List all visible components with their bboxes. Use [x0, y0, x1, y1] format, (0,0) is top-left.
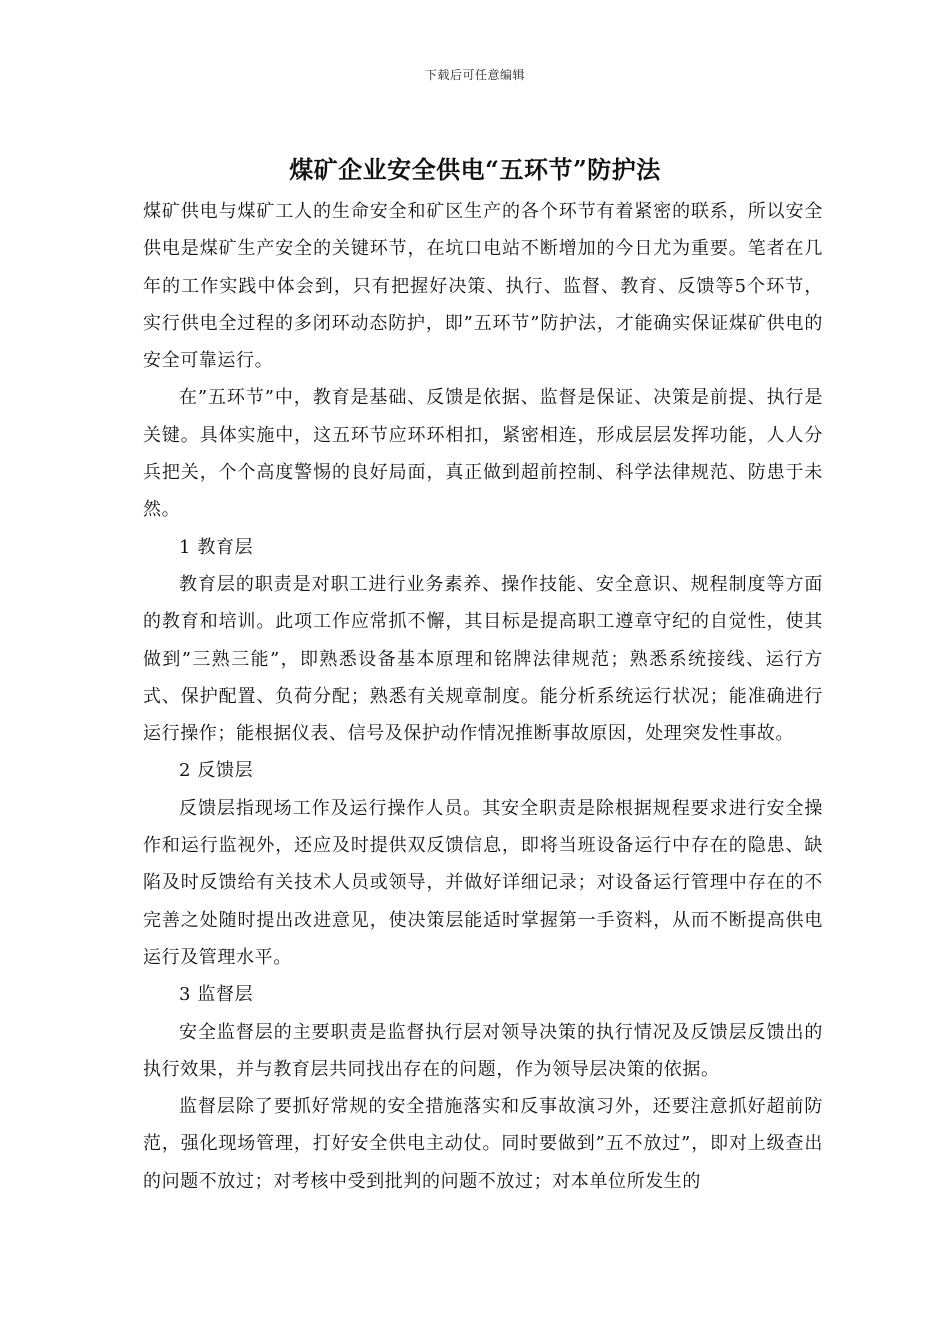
paragraph-intro: 煤矿供电与煤矿工人的生命安全和矿区生产的各个环节有着紧密的联系，所以安全供电是煤矿生产安全的关键环节，在坑口电站不断增加的今日尤为重要。笔者在几年的工作实践中体会到，只有把握好决策、执行、监督、教育、反馈等5个环节，实行供电全过程的多闭环动态防护，即”五环节”防护法，才能确实保证煤矿供电的安全可靠运行。 [143, 201, 823, 372]
document-title: 煤矿企业安全供电“五环节”防护法 [289, 155, 661, 184]
paragraph-education: 教育层的职责是对职工进行业务素养、操作技能、安全意识、规程制度等方面的教育和培训。此项工作应常抓不懈，其目标是提高职工遵章守纪的自觉性，使其做到”三熟三能”，即熟悉设备基本原理和铭牌法律规范；熟悉系统接线、运行方式、保护配置、负荷分配；熟悉有关规章制度。能分析系统运行状况；能准确进行运行操作；能根据仪表、信号及保护动作情况推断事故原因，处理突发性事故。 [143, 573, 823, 745]
paragraph-feedback: 反馈层指现场工作及运行操作人员。其安全职责是除根据规程要求进行安全操作和运行监视外，还应及时提供双反馈信息，即将当班设备运行中存在的隐患、缺陷及时反馈给有关技术人员或领导，并做好详细记录；对设备运行管理中存在的不完善之处随时提出改进意见，使决策层能适时掌握第一手资料，从而不断提高供电运行及管理水平。 [143, 797, 823, 968]
paragraph-supervision-2: 监督层除了要抓好常规的安全措施落实和反事故演习外，还要注意抓好超前防范，强化现场管理，打好安全供电主动仗。同时要做到”五不放过”，即对上级查出的问题不放过；对考核中受到批判的问题不放过；对本单位所发生的 [143, 1096, 823, 1192]
header-note: 下载后可任意编辑 [424, 68, 525, 82]
section-heading-education: 1 教育层 [179, 536, 254, 558]
paragraph-supervision-1: 安全监督层的主要职责是监督执行层对领导决策的执行情况及反馈层反馈出的执行效果，并与教育层共同找出存在的问题，作为领导层决策的依据。 [143, 1021, 823, 1080]
document-body [143, 193, 823, 1200]
section-heading-feedback: 2 反馈层 [179, 760, 254, 782]
paragraph-overview: 在”五环节”中，教育是基础、反馈是依据、监督是保证、决策是前提、执行是关键。具体实施中，这五环节应环环相扣，紧密相连，形成层层发挥功能，人人分兵把关，个个高度警惕的良好局面，真正做到超前控制、科学法律规范、防患于未然。 [143, 387, 823, 521]
section-heading-supervision: 3 监督层 [179, 984, 254, 1006]
